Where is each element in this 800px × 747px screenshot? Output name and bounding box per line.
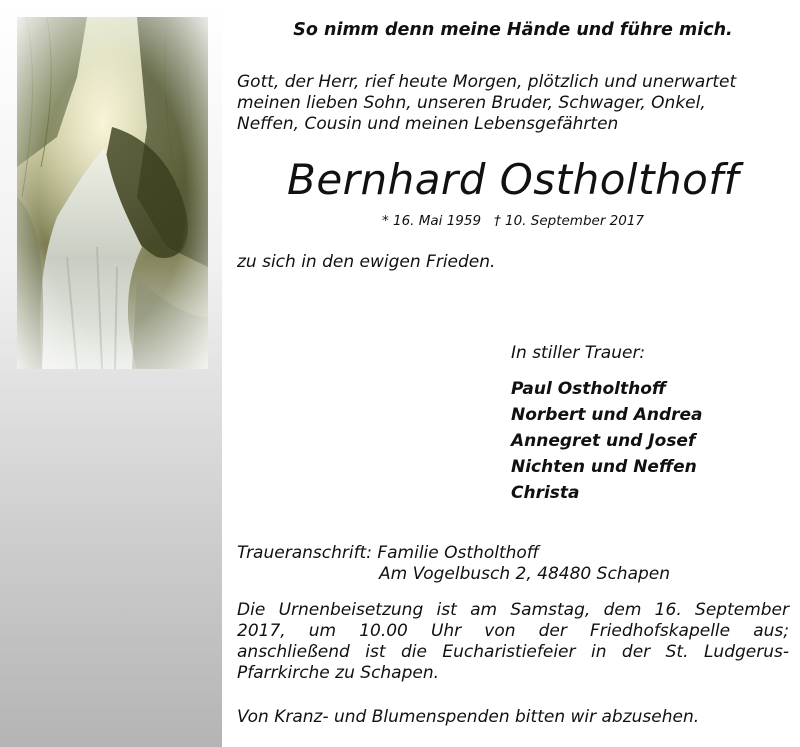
mourners-list — [511, 376, 703, 506]
service-line: 2017, um 10.00 Uhr von der Friedhofskapelle aus; — [237, 621, 789, 641]
mourner-name: Nichten und Neffen — [511, 457, 697, 477]
intro-line: meinen lieben Sohn, unseren Bruder, Schwager, Onkel, — [237, 93, 706, 113]
service-info — [237, 600, 789, 684]
service-line: anschließend ist die Eucharistiefeier in der St. Ludgerus- — [237, 642, 789, 662]
address-line-1: Traueranschrift: Familie Ostholthoff — [237, 543, 540, 563]
flowers-request: Von Kranz- und Blumenspenden bitten wir abzusehen. — [237, 707, 700, 727]
service-line: Die Urnenbeisetzung ist am Samstag, dem 16. September — [237, 600, 789, 620]
mourning-address — [237, 543, 789, 585]
mourner-name: Paul Ostholthoff — [511, 379, 667, 399]
life-dates: * 16. Mai 1959 † 10. September 2017 — [381, 213, 645, 229]
left-sidebar-gradient — [0, 0, 222, 747]
service-line: Pfarrkirche zu Schapen. — [237, 663, 440, 683]
mourning-label: In stiller Trauer: — [511, 343, 646, 363]
address-line-2: Am Vogelbusch 2, 48480 Schapen — [379, 564, 671, 584]
intro-paragraph — [237, 72, 789, 135]
motto-verse: So nimm denn meine Hände und führe mich. — [293, 20, 733, 40]
intro-line: Gott, der Herr, rief heute Morgen, plötzlich und unerwartet — [237, 72, 737, 92]
mourner-name: Norbert und Andrea — [511, 405, 703, 425]
peace-line: zu sich in den ewigen Frieden. — [237, 252, 496, 272]
river-landscape-photo — [17, 17, 208, 369]
intro-line: Neffen, Cousin und meinen Lebensgefährten — [237, 114, 619, 134]
mourner-name: Christa — [511, 483, 580, 503]
deceased-name: Bernhard Ostholthoff — [287, 155, 739, 204]
mourner-name: Annegret und Josef — [511, 431, 696, 451]
